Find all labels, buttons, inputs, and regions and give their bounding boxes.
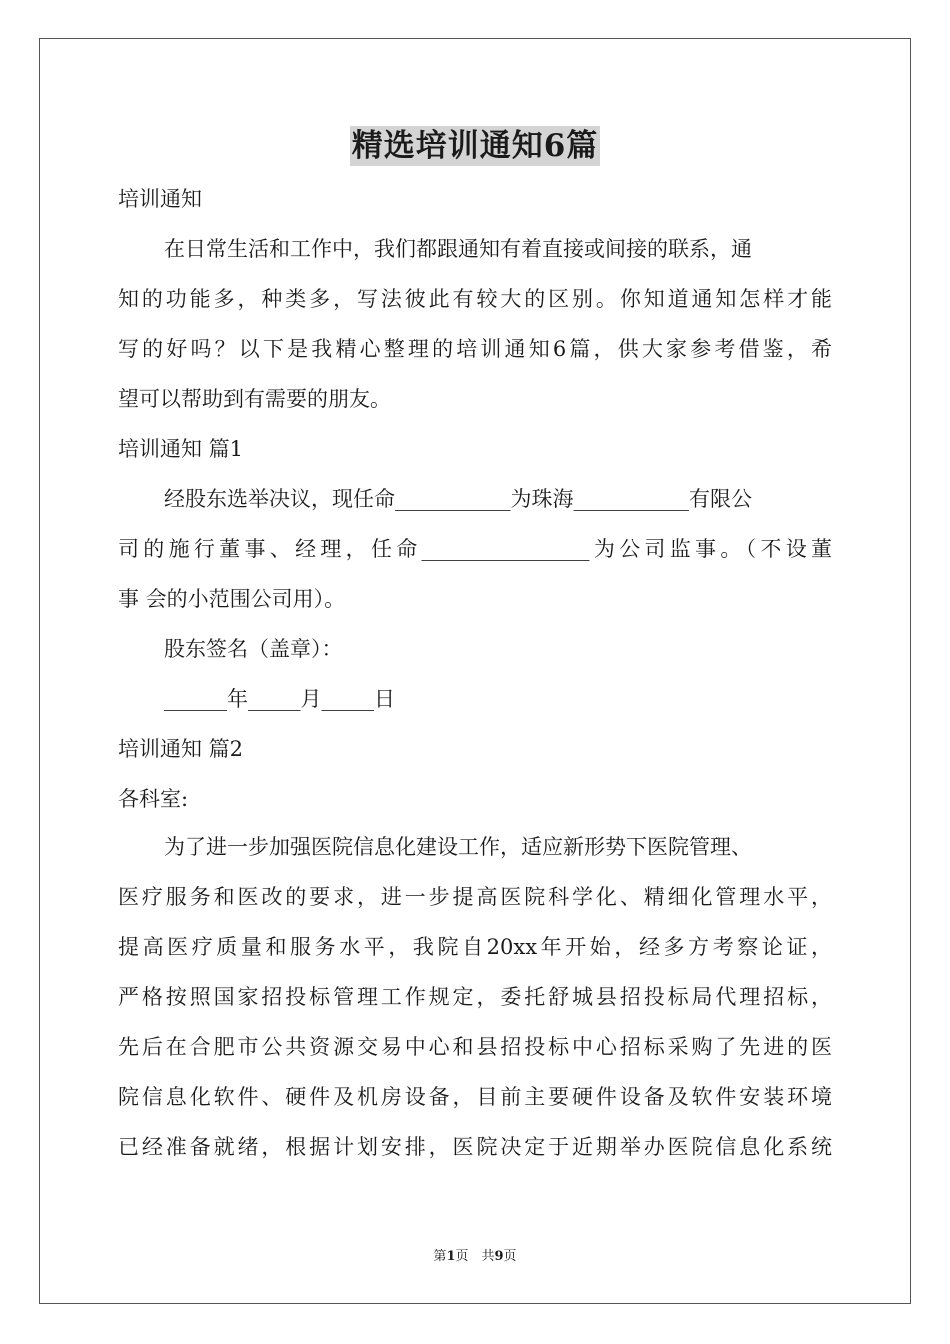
section-heading: 培训通知 篇1 xyxy=(118,437,244,461)
paragraph-line: 司的施行董事、经理，任命________________为公司监事。（不设董 xyxy=(118,537,832,561)
footer-page-suffix: 页 xyxy=(503,1249,517,1264)
signature-label: 股东签名（盖章）： xyxy=(164,637,343,661)
document-title: 精选培训通知6篇 xyxy=(351,128,599,164)
paragraph-line: 先后在合肥市公共资源交易中心和县招投标中心招标采购了先进的医 xyxy=(118,1035,832,1059)
paragraph-line: 提高医疗质量和服务水平，我院自20xx年开始，经多方考察论证， xyxy=(118,935,832,959)
paragraph-line: 写的好吗？以下是我精心整理的培训通知6篇，供大家参考借鉴，希 xyxy=(118,337,832,361)
title-container xyxy=(0,126,950,166)
footer-page-mid: 页 共 xyxy=(455,1249,495,1264)
paragraph-line: 知的功能多，种类多，写法彼此有较大的区别。你知道通知怎样才能 xyxy=(118,287,832,311)
paragraph-line: 经股东选举决议，现任命___________为珠海___________有限公 xyxy=(164,487,752,511)
footer-page-number: 1 xyxy=(446,1249,456,1264)
paragraph-line: 在日常生活和工作中，我们都跟通知有着直接或间接的联系，通 xyxy=(164,237,752,261)
footer-total-pages: 9 xyxy=(494,1249,504,1264)
page-footer xyxy=(0,1248,950,1266)
paragraph-line: 事 会的小范围公司用）。 xyxy=(118,587,346,611)
page-border xyxy=(39,38,911,1304)
footer-page-prefix: 第 xyxy=(433,1249,447,1264)
paragraph-line: 严格按照国家招投标管理工作规定，委托舒城县招投标局代理招标， xyxy=(118,985,832,1009)
paragraph-line: 院信息化软件、硬件及机房设备，目前主要硬件设备及软件安装环境 xyxy=(118,1085,832,1109)
paragraph-line: 为了进一步加强医院信息化建设工作，适应新形势下医院管理、 xyxy=(164,835,752,859)
date-blank: ______年_____月_____日 xyxy=(164,687,395,711)
salutation: 各科室: xyxy=(118,787,189,811)
paragraph-line: 望可以帮助到有需要的朋友。 xyxy=(118,387,391,411)
paragraph-line: 已经准备就绪，根据计划安排，医院决定于近期举办医院信息化系统 xyxy=(118,1135,832,1159)
section-heading: 培训通知 篇2 xyxy=(118,737,244,761)
section-heading: 培训通知 xyxy=(118,187,202,211)
paragraph-line: 医疗服务和医改的要求，进一步提高医院科学化、精细化管理水平， xyxy=(118,885,832,909)
